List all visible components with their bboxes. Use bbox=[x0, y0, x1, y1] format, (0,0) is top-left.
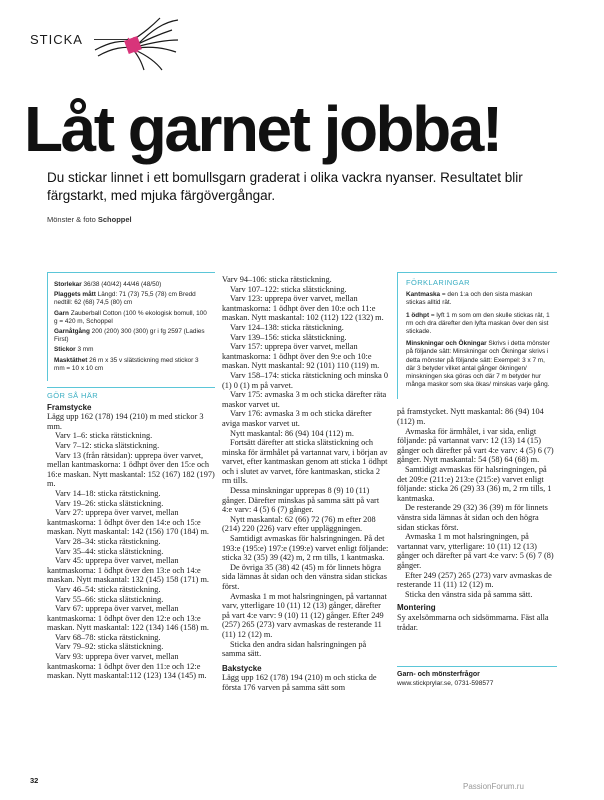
instruction-paragraph: Varv 46–54: sticka rätstickning. bbox=[55, 584, 161, 594]
instruction-paragraph: Varv 27: upprepa över varvet, mellan kantmaskorna: 1 ödhpt över den 14:e och 15:e maskan. Nytt maskantal: 142 (156) 170 (184) m. bbox=[47, 508, 209, 537]
back-heading: Bakstycke bbox=[222, 663, 262, 673]
spec-text: Längd: 71 (73) 75,5 (78) cm Bredd nedtill: 62 (68) 74,5 (80) cm bbox=[54, 291, 196, 307]
instruction-paragraph: Varv 45: upprepa över varvet, mellan kantmaskorna: 1 ödhpt över den 13:e och 14:e maskan. Nytt maskantal: 132 (145) 158 (171) m. bbox=[47, 556, 209, 585]
spec-text: 36/38 (40/42) 44/46 (48/50) bbox=[81, 281, 162, 288]
column-right bbox=[397, 272, 557, 688]
explain-label: 1 ödhpt bbox=[406, 311, 430, 319]
instruction-paragraph: Varv 123: upprepa över varvet, mellan kantmaskorna: 1 ödhpt över den 10:e och 11:e maskan. Nytt maskantal: 102 (112) 122 (132) m. bbox=[222, 294, 384, 323]
supplier-info bbox=[397, 666, 557, 688]
instruction-paragraph: Sticka den vänstra sida på samma sätt. bbox=[405, 589, 533, 599]
back-text: Lägg upp 162 (178) 194 (210) m och sticka de första 176 varven på samma sätt som bbox=[222, 673, 377, 692]
instruction-paragraph: Samtidigt avmaskas för halsringningen. På det 193:e (195:e) 197:e (199:e) varvet enligt följande: sticka 32 (35) 39 (42) m, 2 rm tills, 1 kantmaska. bbox=[222, 534, 389, 563]
page-title: Låt garnet jobba! bbox=[24, 93, 501, 165]
instruction-paragraph: De resterande 29 (32) 36 (39) m för linnets vänstra sida lämnas åt sidan och den högra sidan stickas först. bbox=[397, 503, 548, 532]
credit-prefix: Mönster & foto bbox=[47, 215, 98, 224]
instruction-paragraph: Varv 139–156: sticka slätstickning. bbox=[230, 332, 347, 342]
section-label: STICKA bbox=[26, 29, 94, 51]
instruction-paragraph: Avmaska 1 m mot halsringningen, på vartannat varv, ytterligare 10 (11) 12 (13) gånger, därefter på vart 4:e varv: 9 (10) 11 (12) gånger. Efter 249 (257) 265 (273) varv avmaskas de resterande 11 (11) 12 (12) m. bbox=[222, 591, 387, 639]
explain-item bbox=[406, 340, 551, 389]
instruction-paragraph: Varv 175: avmaska 3 m och sticka därefter räta maskor varvet ut. bbox=[222, 390, 387, 409]
spec-item bbox=[54, 310, 209, 326]
header bbox=[0, 0, 604, 80]
specs-box bbox=[47, 272, 215, 381]
instruction-paragraph: Sticka den andra sidan halsringningen på samma sätt. bbox=[222, 639, 367, 659]
instruction-paragraph: Dessa minskningar upprepas 8 (9) 10 (11) gånger. Därefter minskas på samma sätt på vart 4:e varv: 4 (5) 6 (7) gånger. bbox=[222, 486, 380, 515]
instruction-paragraph: Varv 124–138: sticka rätstickning. bbox=[230, 322, 344, 332]
spec-item bbox=[54, 291, 209, 307]
spec-item bbox=[54, 357, 209, 373]
instruction-paragraph: Varv 7–12: sticka slätstickning. bbox=[55, 441, 160, 450]
front-instructions bbox=[47, 412, 215, 681]
spec-label: Storlekar bbox=[54, 281, 82, 288]
yarn-skein-icon bbox=[90, 12, 180, 72]
spec-item bbox=[54, 281, 209, 289]
lead-text: Du stickar linnet i ett bomullsgarn graderat i olika vackra nyanser. Resultatet blir färgstarkt, med mjuka färgövergångar. bbox=[47, 170, 523, 203]
spec-label: Masktäthet bbox=[54, 356, 88, 364]
spec-label: Garn bbox=[54, 309, 69, 317]
assembly-text: Sy axelsömmarna och sidsömmarna. Fäst alla trådar. bbox=[397, 612, 549, 632]
explain-text: = lyft 1 m som om den skulle stickas rät, 1 rm och dra därefter den lyfta maskan över den sist stickade. bbox=[406, 311, 550, 336]
instruction-paragraph: Nytt maskantal: 86 (94) 104 (112) m. bbox=[230, 428, 354, 438]
howto-heading: GÖR SÅ HÄR bbox=[47, 387, 215, 401]
instruction-paragraph: Varv 79–92: sticka slätstickning. bbox=[55, 642, 164, 652]
instruction-paragraph: Varv 157: upprepa över varvet, mellan kantmaskorna: 1 ödhpt över den 9:e och 10:e maskan. Nytt maskantal: 92 (101) 110 (119) m. bbox=[222, 342, 380, 371]
credit-line bbox=[47, 215, 132, 224]
instruction-paragraph: Varv 35–44: sticka slätstickning. bbox=[55, 546, 164, 556]
explain-item bbox=[406, 312, 551, 337]
back-instructions bbox=[397, 407, 557, 599]
supplier-heading: Garn- och mönsterfrågor bbox=[397, 671, 480, 679]
instruction-paragraph: Avmaska för ärmhålet, i var sida, enligt följande: på vartannat varv: 12 (13) 14 (15) gånger och därefter på vart 4:e varv: 4 (5) 6 (7) gånger. Nytt maskantal: 54 (58) 64 (68) m. bbox=[397, 426, 554, 465]
spec-item bbox=[54, 328, 209, 344]
explain-label: Minskningar och Ökningar bbox=[406, 340, 487, 348]
spec-text: 200 (200) 300 (300) gr i fg 2597 (Ladies First) bbox=[54, 328, 205, 344]
column-middle bbox=[222, 275, 390, 693]
instruction-paragraph: Varv 67: upprepa över varvet, mellan kantmaskorna: 1 ödhpt över den 12:e och 13:e maskan. Nytt maskantal: 122 (134) 146 (158) m. bbox=[47, 604, 209, 633]
instruction-paragraph: Varv 13 (från rätsidan): upprepa över varvet, mellan kantmaskorna: 1 ödhpt över den 15:e och 16:e maskan. Nytt maskantal: 152 (167) 182 (197) m. bbox=[47, 450, 215, 489]
spec-label: Stickor bbox=[54, 346, 76, 354]
instruction-paragraph: Nytt maskantal: 62 (66) 72 (76) m efter 208 (214) 220 (226) varv efter uppläggningen. bbox=[222, 514, 376, 534]
instruction-paragraph: Efter 249 (257) 265 (273) varv avmaskas de resterande 11 (11) 12 (12) m. bbox=[397, 570, 552, 590]
instruction-paragraph: Varv 93: upprepa över varvet, mellan kantmaskorna: 1 ödhpt över den 11:e och 12:e maskan. Nytt maskantal:112 (123) 134 (145) m. bbox=[47, 652, 207, 681]
explain-text: = den 1:a och den sista maskan stickas alltid rät. bbox=[406, 291, 533, 307]
explain-item bbox=[406, 291, 551, 307]
explanations-box bbox=[397, 272, 557, 399]
instruction-paragraph: Varv 28–34: sticka rätstickning. bbox=[55, 536, 161, 546]
spec-item bbox=[54, 346, 209, 354]
instruction-paragraph: Varv 158–174: sticka rätstickning och minska 0 (1) 0 (1) m på varvet. bbox=[222, 370, 389, 390]
explanations-heading: FÖRKLARINGAR bbox=[406, 278, 470, 287]
instruction-paragraph: Varv 14–18: sticka rätstickning. bbox=[55, 488, 161, 498]
watermark: PassionForum.ru bbox=[463, 782, 524, 791]
page-number: 32 bbox=[30, 776, 39, 785]
instruction-paragraph: Lägg upp 162 (178) 194 (210) m med stickor 3 mm. bbox=[47, 412, 204, 431]
instruction-paragraph: Varv 176: avmaska 3 m och sticka därefter aviga maskor varvet ut. bbox=[222, 409, 372, 428]
instruction-paragraph: Varv 107–122: sticka slätstickning. bbox=[230, 284, 347, 294]
credit-name: Schoppel bbox=[97, 215, 132, 224]
instruction-paragraph: Varv 94–106: sticka rätstickning. bbox=[222, 275, 332, 284]
supplier-contact: www.stickprylar.se, 0731-598577 bbox=[397, 679, 494, 687]
front-heading: Framstycke bbox=[47, 402, 92, 412]
header-rule bbox=[88, 39, 128, 40]
spec-text: 3 mm bbox=[75, 346, 94, 354]
spec-label: Plaggets mått bbox=[54, 291, 96, 299]
instruction-paragraph: De övriga 35 (38) 42 (45) m för linnets högra sida lämnas åt sidan och den vänstra sidan stickas först. bbox=[222, 562, 387, 591]
instruction-paragraph: Varv 55–66: sticka slätstickning. bbox=[55, 594, 164, 604]
spec-text: Zauberball Cotton (100 % ekologisk bomull, 100 g = 420 m, Schoppel bbox=[54, 309, 207, 325]
spec-label: Garnåtgång bbox=[54, 328, 90, 336]
instruction-paragraph: Varv 1–6: sticka rätstickning. bbox=[55, 431, 153, 441]
explain-text: Skrivs i detta mönster på följande sätt: Minskningar och Ökningar skrivs i detta mönster på följande sätt: Exempel: 3 x 7 m, där 3 betyder vilket antal gånger ökningen/ minskningen ska göras och där 7 m betyder hur många maskor som ska ökas/ minskas varje gång. bbox=[406, 340, 550, 389]
assembly-heading: Montering bbox=[397, 603, 436, 613]
instruction-paragraph: Avmaska 1 m mot halsringningen, på vartannat varv, ytterligare: 10 (11) 12 (13) gånger och därefter på vart 4:e varv: 5 (6) 7 (8) gånger. bbox=[397, 532, 554, 570]
instruction-paragraph: Samtidigt avmaskas för halsringningen, på det 209:e (211:e) 213:e (215:e) varvet enligt följande: sticka 26 (29) 33 (36) m, 2 rm tills, 1 kantmaska. bbox=[397, 465, 552, 503]
column-left bbox=[47, 272, 215, 681]
explain-label: Kantmaska bbox=[406, 291, 441, 299]
instruction-paragraph: på framstycket. Nytt maskantal: 86 (94) 104 (112) m. bbox=[397, 407, 544, 427]
front-instructions-cont bbox=[222, 275, 390, 659]
instruction-paragraph: Fortsätt därefter att sticka slätstickning och minska för ärmhålet på vartannat varv, i början av varvet, efter kantmaskan genom att sticka 1 ödhpt och i slutet av varvet, före kantmaskan, sticka 2 rm tills. bbox=[222, 438, 388, 486]
instruction-paragraph: Varv 68–78: sticka rätstickning. bbox=[55, 632, 161, 642]
instruction-paragraph: Varv 19–26: sticka slätstickning. bbox=[55, 498, 164, 508]
spec-text: 26 m x 35 v slätstickning med stickor 3 mm = 10 x 10 cm bbox=[54, 356, 199, 372]
